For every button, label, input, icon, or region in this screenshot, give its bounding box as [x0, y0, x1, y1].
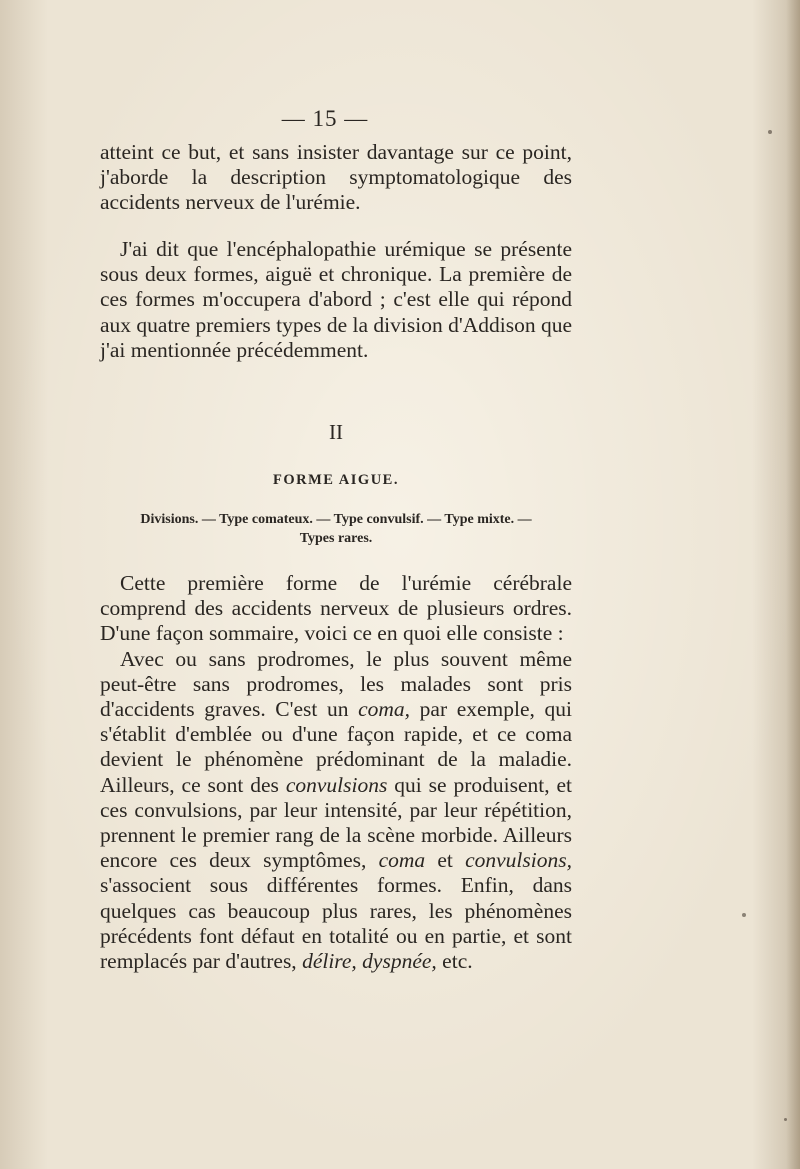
section-title: FORME AIGUE.	[273, 472, 399, 488]
paragraph-intro-text: atteint ce but, et sans insister davantage sur ce point, j'aborde la description symptomatologique des accidents nerveux de l'urémie.	[100, 140, 572, 215]
term-coma-2: coma	[378, 848, 426, 873]
paragraph-definition: Cette première forme de l'urémie cérébrale comprend des accidents nerveux de plusieurs ordres. D'une façon sommaire, voici ce en quoi elle consiste :	[100, 571, 572, 646]
term-convulsions: convulsions	[285, 772, 388, 797]
term-delire: délire,	[302, 949, 357, 974]
term-convulsions-2: convulsions,	[465, 848, 572, 873]
symptoms-part-3: qui se produisent, et ces convulsions, par leur intensité, par leur répétition, prennent le premier rang de la scène morbide. Ailleurs encore ces deux symptômes,	[100, 772, 573, 873]
paragraph-forms	[100, 237, 572, 363]
term-dyspnee: dyspnée,	[362, 949, 437, 974]
section-numeral: II	[329, 420, 343, 444]
paragraph-intro	[100, 140, 572, 216]
page-number: — 15 —	[281, 106, 369, 131]
paragraph-body	[100, 571, 572, 974]
paper-speck	[784, 1118, 787, 1121]
paper-speck	[768, 130, 772, 134]
paper-speck	[742, 913, 746, 917]
symptoms-part-6: etc.	[442, 949, 473, 974]
term-coma: coma,	[358, 697, 411, 722]
symptoms-part-2: par exemple, qui s'établit d'emblée ou d'une façon rapide, et ce coma devient le phénomène prédominant de la maladie. Ailleurs, ce sont des	[100, 697, 572, 797]
paragraph-forms-text: J'ai dit que l'encéphalopathie urémique se présente sous deux formes, aiguë et chronique. La première de ces formes m'occupera d'abord ; c'est elle qui répond aux quatre premiers types de la division d'Addison que j'ai mentionnée précédemment.	[100, 237, 572, 362]
symptoms-part-1: Avec ou sans prodromes, le plus souvent même peut-être sans prodromes, les malades sont pris d'accidents graves. C'est un	[100, 646, 572, 722]
symptoms-part-4: et	[437, 848, 453, 873]
page-edge-shadow	[786, 0, 800, 1169]
symptoms-part-5: s'associent sous différentes formes. Enfin, dans quelques cas beaucoup plus rares, les phénomènes précédents font défaut en totalité ou en partie, et sont remplacés par d'autres,	[100, 873, 572, 974]
section-summary: Divisions. — Type comateux. — Type convulsif. — Type mixte. — Types rares.	[140, 512, 532, 546]
paragraph-symptoms	[100, 647, 572, 975]
